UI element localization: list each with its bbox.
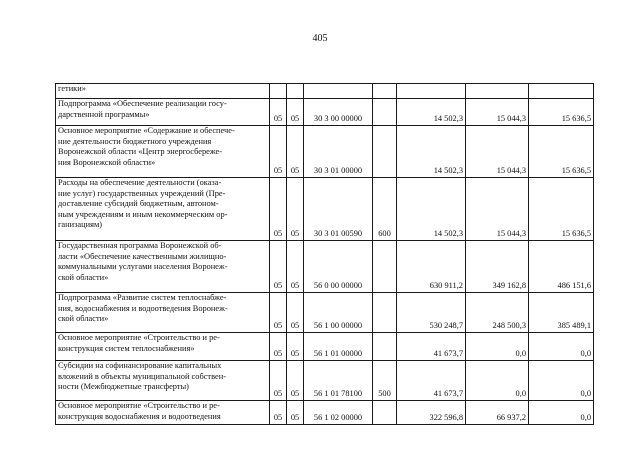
table-row [56,84,594,99]
expense-type-cell [373,401,397,425]
amount-year1-cell: 41 673,7 [397,361,466,401]
expense-type-cell [373,293,397,333]
description-line: Основное мероприятие «Строительство и ре- [58,401,220,410]
page-number: 405 [312,33,328,44]
section-code-cell: 05 [270,293,287,333]
description-cell [56,361,270,401]
description-line: Подпрограмма «Обеспечение реализации госу- [58,99,227,108]
target-article-cell: 30 3 01 00590 [304,178,373,241]
description-cell [56,333,270,361]
expense-type-cell [373,84,397,99]
description-line: Основное мероприятие «Строительство и ре- [58,333,220,342]
amount-year2-cell: 15 044,3 [466,99,529,126]
table-row [56,401,594,425]
amount-year3-cell: 0,0 [529,361,594,401]
amount-year2-cell: 15 044,3 [466,126,529,178]
subsection-code-cell [287,84,304,99]
table-row [56,241,594,293]
target-article-cell: 30 3 00 00000 [304,99,373,126]
subsection-code-cell: 05 [287,178,304,241]
description-line: ской области» [58,272,109,282]
description-line: Расходы на обеспечение деятельности (оказа- [58,178,222,187]
description-line: ния, водоснабжения и водоотведения Воронеж- [58,303,228,313]
expense-type-cell [373,333,397,361]
amount-year1-cell: 630 911,2 [397,241,466,293]
amount-year3-cell [529,84,594,99]
section-code-cell: 05 [270,361,287,401]
description-line: ние деятельности бюджетного учреждения [58,136,212,146]
section-code-cell: 05 [270,99,287,126]
description-cell [56,99,270,126]
amount-year3-cell: 15 636,5 [529,178,594,241]
amount-year2-cell [466,84,529,99]
subsection-code-cell: 05 [287,126,304,178]
subsection-code-cell: 05 [287,241,304,293]
amount-year2-cell: 248 500,3 [466,293,529,333]
target-article-cell: 56 0 00 00000 [304,241,373,293]
subsection-code-cell: 05 [287,333,304,361]
description-line: Подпрограмма «Развитие систем теплоснабже- [58,293,227,302]
subsection-code-cell: 05 [287,293,304,333]
description-cell [56,126,270,178]
target-article-cell: 56 1 01 00000 [304,333,373,361]
amount-year3-cell: 486 151,6 [529,241,594,293]
table-row [56,293,594,333]
amount-year3-cell: 0,0 [529,401,594,425]
target-article-cell: 30 3 01 00000 [304,126,373,178]
description-line: Субсидии на софинансирование капитальных [58,361,222,370]
expense-type-cell: 600 [373,178,397,241]
description-line: ности (Межбюджетные трансферты) [58,382,189,392]
target-article-cell: 56 1 02 00000 [304,401,373,425]
description-line: Государственная программа Воронежской об- [58,241,222,250]
description-cell [56,293,270,333]
amount-year1-cell: 14 502,3 [397,99,466,126]
target-article-cell: 56 1 00 00000 [304,293,373,333]
amount-year1-cell: 530 248,7 [397,293,466,333]
target-article-cell: 56 1 01 78100 [304,361,373,401]
budget-table [55,83,594,425]
amount-year2-cell: 66 937,2 [466,401,529,425]
amount-year2-cell: 0,0 [466,333,529,361]
description-line: коммунальными услугами населения Воронеж- [58,262,228,272]
amount-year1-cell [397,84,466,99]
amount-year2-cell: 15 044,3 [466,178,529,241]
description-line: ние услуг) государственных учреждений (Пре- [58,188,226,198]
section-code-cell [270,84,287,99]
description-line: доставление субсидий бюджетным, автоном- [58,199,219,209]
description-line: дарственной программы» [58,109,150,119]
description-line: ганизациям) [58,220,103,230]
amount-year3-cell: 15 636,5 [529,126,594,178]
description-line: ния Воронежской области» [58,157,156,167]
subsection-code-cell: 05 [287,99,304,126]
subsection-code-cell: 05 [287,361,304,401]
expense-type-cell [373,241,397,293]
description-line: конструкция водоснабжения и водоотведения [58,411,221,421]
amount-year1-cell: 322 596,8 [397,401,466,425]
description-line: Основное мероприятие «Содержание и обеспече- [58,126,235,135]
budget-table-body [56,84,594,425]
section-code-cell: 05 [270,241,287,293]
section-code-cell: 05 [270,126,287,178]
subsection-code-cell: 05 [287,401,304,425]
amount-year2-cell: 349 162,8 [466,241,529,293]
description-cell [56,401,270,425]
description-cell [56,84,270,99]
amount-year1-cell: 41 673,7 [397,333,466,361]
expense-type-cell: 500 [373,361,397,401]
amount-year1-cell: 14 502,3 [397,126,466,178]
description-line: ской области» [58,314,109,324]
section-code-cell: 05 [270,178,287,241]
table-row [56,126,594,178]
description-line: гетики» [58,84,86,93]
description-cell [56,178,270,241]
amount-year3-cell: 385 489,1 [529,293,594,333]
description-line: ным учреждениям и иным некоммерческим ор- [58,209,228,219]
description-cell [56,241,270,293]
description-line: Воронежской области «Центр энергосбереже- [58,147,223,157]
description-line: конструкция систем теплоснабжения» [58,343,195,353]
expense-type-cell [373,99,397,126]
table-row [56,361,594,401]
amount-year3-cell: 0,0 [529,333,594,361]
section-code-cell: 05 [270,333,287,361]
amount-year2-cell: 0,0 [466,361,529,401]
table-row [56,333,594,361]
description-line: ласти «Обеспечение качественными жилищно- [58,251,227,261]
expense-type-cell [373,126,397,178]
target-article-cell [304,84,373,99]
description-line: вложений в объекты муниципальной собствен- [58,371,226,381]
amount-year1-cell: 14 502,3 [397,178,466,241]
section-code-cell: 05 [270,401,287,425]
table-row [56,178,594,241]
table-row [56,99,594,126]
amount-year3-cell: 15 636,5 [529,99,594,126]
